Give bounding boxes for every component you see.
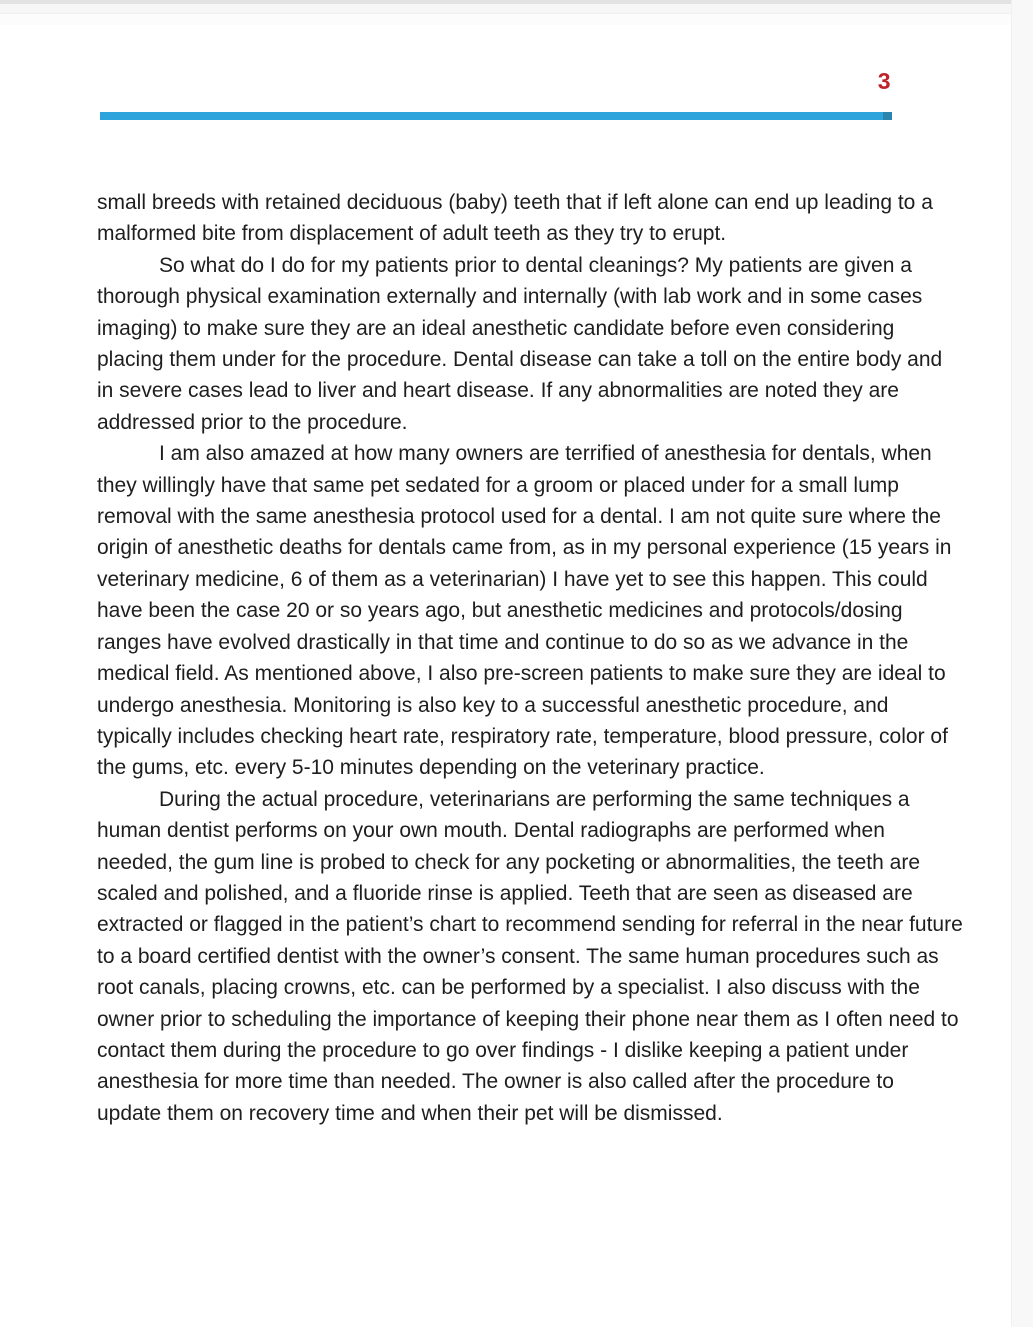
- page-header: [100, 68, 892, 120]
- header-rule-line: [100, 112, 892, 120]
- paragraph-continued: small breeds with retained deciduous (baby) teeth that if left alone can end up leading to a malformed bite from displacement of adult teeth as they try to erupt.: [97, 191, 933, 246]
- page-body: [97, 187, 963, 1129]
- paragraph-prep: So what do I do for my patients prior to dental cleanings? My patients are given a thorough physical examination externally and internally (with lab work and in some cases imaging) to make sure they are an ideal anesthetic candidate before even considering placing them under for the procedure. Dental disease can take a toll on the entire body and in severe cases lead to liver and heart disease. If any abnormalities are noted they are addressed prior to the procedure.: [97, 253, 943, 434]
- top-divider-secondary: [0, 4, 1033, 14]
- header-rule-endcap: [883, 112, 892, 120]
- paragraph-procedure: During the actual procedure, veterinarians are performing the same techniques a human dentist performs on your own mouth. Dental radiographs are performed when needed, the gum line is probed to check for any pocketing or abnormalities, the teeth are scaled and polished, and a fluoride rinse is applied. Teeth that are seen as diseased are extracted or flagged in the patient’s chart to recommend sending for referral in the near future to a board certified dentist with the owner’s consent. The same human procedures such as root canals, placing crowns, etc. can be performed by a specialist. I also discuss with the owner prior to scheduling the importance of keeping their phone near them as I often need to contact them during the procedure to go over findings - I dislike keeping a patient under anesthesia for more time than needed. The owner is also called after the procedure to update them on recovery time and when their pet will be dismissed.: [97, 787, 963, 1125]
- page-right-gutter: [1011, 0, 1033, 1327]
- paragraph-anesthesia: I am also amazed at how many owners are terrified of anesthesia for dentals, when they willingly have that same pet sedated for a groom or placed under for a small lump removal with the same anesthesia protocol used for a dental. I am not quite sure where the origin of anesthetic deaths for dentals came from, as in my personal experience (15 years in veterinary medicine, 6 of them as a veterinarian) I have yet to see this happen. This could have been the case 20 or so years ago, but anesthetic medicines and protocols/dosing ranges have evolved drastically in that time and continue to do so as we advance in the medical field. As mentioned above, I also pre-screen patients to make sure they are ideal to undergo anesthesia. Monitoring is also key to a successful anesthetic procedure, and typically includes checking heart rate, respiratory rate, temperature, blood pressure, color of the gums, etc. every 5-10 minutes depending on the veterinary practice.: [97, 442, 952, 780]
- top-divider-fade: [0, 14, 1033, 25]
- page-number: 3: [877, 68, 891, 94]
